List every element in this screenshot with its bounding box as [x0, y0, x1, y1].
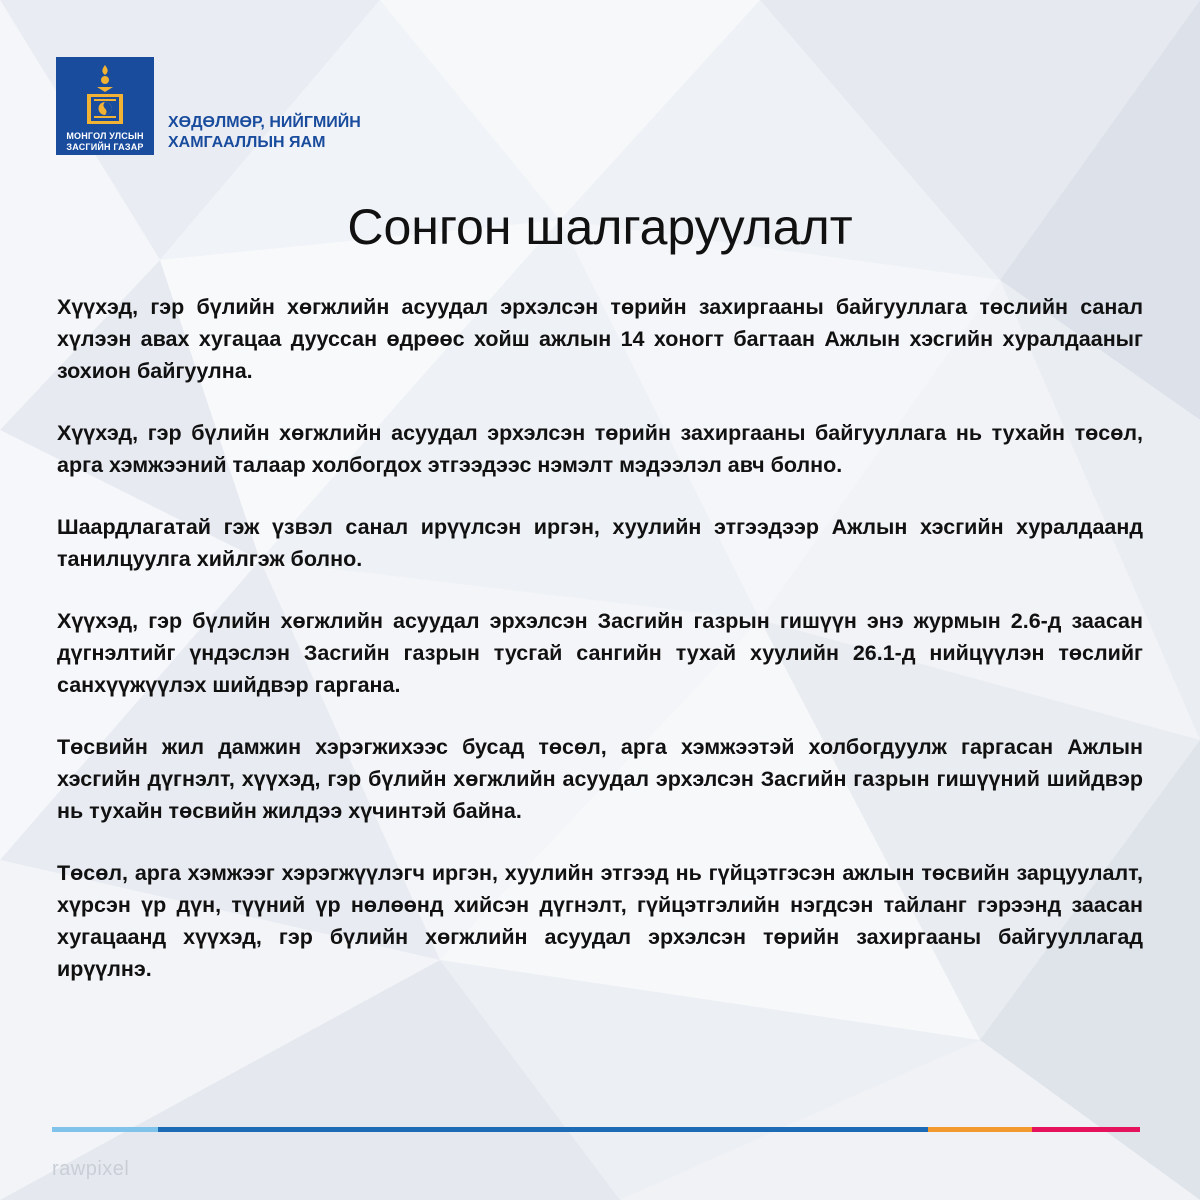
footer-bar-light-blue [52, 1127, 158, 1132]
logo-caption-line-2: ЗАСГИЙН ГАЗАР [66, 142, 144, 152]
watermark: rawpixel [52, 1158, 130, 1180]
paragraph: Хүүхэд, гэр бүлийн хөгжлийн асуудал эрхэлсэн Засгийн газрын гишүүн энэ журмын 2.6-д заасан дүгнэлтийг үндэслэн Засгийн газрын тусгай сангийн тухай хуулийн 26.1-д нийцүүлэн төслийг санхүүжүүлэх шийдвэр гаргана. [57, 609, 1143, 697]
footer-bar-blue [158, 1127, 928, 1132]
soyombo-emblem-icon [78, 63, 132, 127]
ministry-name [168, 113, 361, 153]
footer-bar-pink [1032, 1127, 1140, 1132]
page-title: Сонгон шалгаруулалт [347, 199, 853, 255]
ministry-name-line-2: ХАМГААЛЛЫН ЯАМ [168, 134, 326, 151]
ministry-name-line-1: ХӨДӨЛМӨР, НИЙГМИЙН [168, 114, 361, 131]
paragraph: Шаардлагатай гэж үзвэл санал ирүүлсэн иргэн, хуулийн этгээдээр Ажлын хэсгийн хуралдаанд танилцуулга хийлгэж болно. [57, 515, 1143, 571]
footer-bar-orange [928, 1127, 1032, 1132]
paragraph: Хүүхэд, гэр бүлийн хөгжлийн асуудал эрхэлсэн төрийн захиргааны байгууллага нь тухайн төсөл, арга хэмжээний талаар холбогдох этгээдээс нэмэлт мэдээлэл авч болно. [57, 421, 1143, 477]
paragraph: Төсөл, арга хэмжээг хэрэгжүүлэгч иргэн, хуулийн этгээд нь гүйцэтгэсэн ажлын төсвийн зарцуулалт, хүрсэн үр дүн, түүний үр нөлөөнд хийсэн дүгнэлт, гүйцэтгэлийн нэгдсэн тайланг гэрээнд заасан хугацаанд хүүхэд, гэр бүлийн хөгжлийн асуудал эрхэлсэн төрийн захиргааны байгууллагад ирүүлнэ. [57, 861, 1143, 981]
paragraph: Төсвийн жил дамжин хэрэгжихээс бусад төсөл, арга хэмжээтэй холбогдуулж гаргасан Ажлын хэсгийн дүгнэлт, хүүхэд, гэр бүлийн хөгжлийн асуудал эрхэлсэн Засгийн газрын гишүүний шийдвэр нь тухайн төсвийн жилдээ хүчинтэй байна. [57, 735, 1143, 823]
body-text [57, 291, 1143, 1015]
logo-caption-line-1: МОНГОЛ УЛСЫН [66, 131, 144, 141]
paragraph: Хүүхэд, гэр бүлийн хөгжлийн асуудал эрхэлсэн төрийн захиргааны байгууллага төслийн санал хүлээн авах хугацаа дууссан өдрөөс хойш ажлын 14 хоногт багтаан Ажлын хэсгийн хуралдааныг зохион байгуулна. [57, 295, 1143, 383]
government-logo [56, 57, 154, 155]
